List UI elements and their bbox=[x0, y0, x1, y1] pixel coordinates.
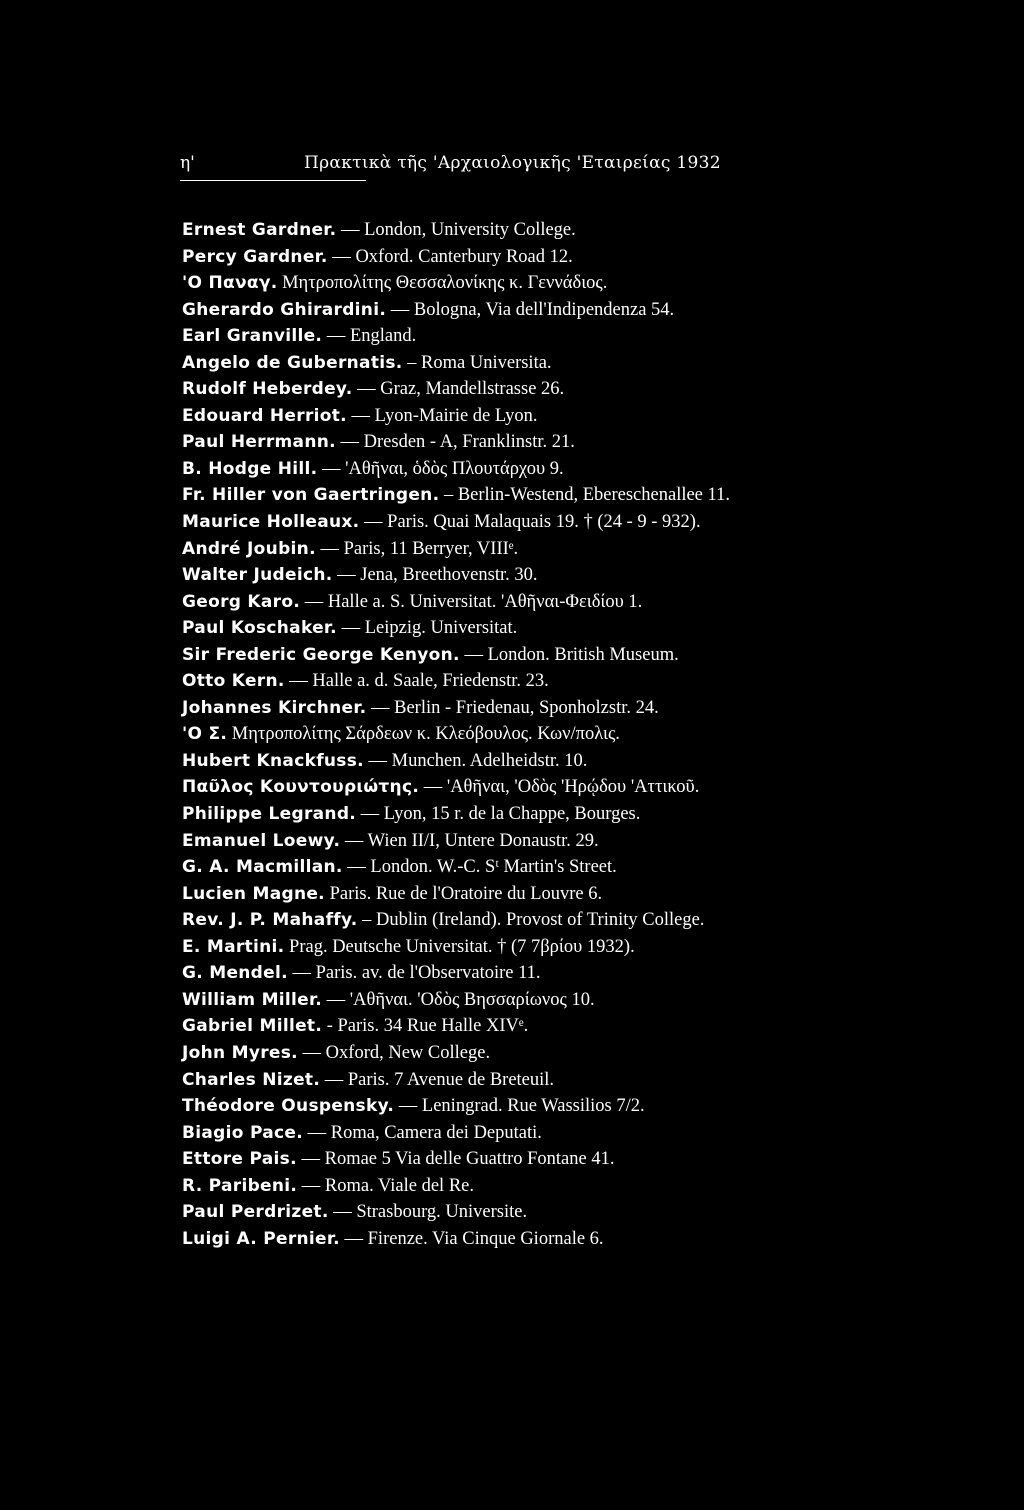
list-item bbox=[182, 376, 942, 403]
member-address: Prag. Deutsche Universitat. † (7 7βρίου 1932). bbox=[284, 936, 635, 957]
member-name: Rudolf Heberdey. bbox=[182, 379, 353, 400]
list-item bbox=[182, 509, 942, 536]
member-name: Charles Nizet. bbox=[182, 1069, 321, 1090]
list-item bbox=[182, 668, 942, 695]
member-name: Lucien Magne. bbox=[182, 883, 325, 904]
member-name: G. A. Macmillan. bbox=[182, 857, 343, 878]
list-item bbox=[182, 828, 942, 855]
member-name: G. Mendel. bbox=[182, 963, 288, 984]
member-name: Edouard Herriot. bbox=[182, 405, 347, 426]
member-address: — Firenze. Via Cinque Giornale 6. bbox=[339, 1228, 604, 1249]
member-name: Maurice Holleaux. bbox=[182, 512, 360, 533]
member-name: Théodore Ouspensky. bbox=[182, 1096, 395, 1117]
list-item bbox=[182, 987, 942, 1014]
member-name: Biagio Pace. bbox=[182, 1122, 303, 1143]
member-address: — Leningrad. Rue Wassilios 7/2. bbox=[394, 1096, 645, 1117]
member-name: Georg Karo. bbox=[182, 591, 301, 612]
list-item bbox=[182, 456, 942, 483]
member-address: — London. W.-C. Sᵗ Martin's Street. bbox=[342, 857, 617, 878]
member-name: B. Hodge Hill. bbox=[182, 458, 318, 479]
member-name: R. Paribeni. bbox=[182, 1175, 298, 1196]
member-name: Ettore Pais. bbox=[182, 1149, 297, 1170]
page-header bbox=[180, 153, 760, 183]
list-item bbox=[182, 297, 942, 324]
member-address: — England. bbox=[322, 326, 417, 347]
member-name: Emanuel Loewy. bbox=[182, 830, 341, 851]
member-address: — Bologna, Via dell'Indipendenza 54. bbox=[386, 299, 675, 320]
member-address: — Lyon-Mairie de Lyon. bbox=[346, 405, 538, 426]
member-name: Sir Frederic George Kenyon. bbox=[182, 644, 460, 665]
member-address: — London. British Museum. bbox=[459, 644, 679, 665]
member-name: Fr. Hiller von Gaertringen. bbox=[182, 485, 440, 506]
member-name: Gherardo Ghirardini. bbox=[182, 299, 387, 320]
running-title: Πρακτικὰ τῆς 'Αρχαιολογικῆς 'Εταιρείας 1932 bbox=[304, 153, 721, 173]
list-item bbox=[182, 482, 942, 509]
list-item bbox=[182, 270, 942, 297]
member-address: — Oxford, New College. bbox=[297, 1042, 491, 1063]
list-item bbox=[182, 1013, 942, 1040]
page-number: η' bbox=[180, 153, 195, 173]
list-item bbox=[182, 1040, 942, 1067]
list-item bbox=[182, 801, 942, 828]
list-item bbox=[182, 615, 942, 642]
member-name: Angelo de Gubernatis. bbox=[182, 352, 403, 373]
member-address: — Graz, Mandellstrasse 26. bbox=[352, 379, 565, 400]
member-address: — Lyon, 15 r. de la Chappe, Bourges. bbox=[356, 804, 641, 825]
member-address: — Roma, Camera dei Deputati. bbox=[303, 1122, 542, 1143]
member-name: 'Ο Σ. bbox=[182, 724, 228, 745]
member-name: André Joubin. bbox=[182, 538, 316, 559]
member-address: Μητροπολίτης Θεσσαλονίκης κ. Γεννάδιος. bbox=[277, 273, 608, 294]
list-item bbox=[182, 403, 942, 430]
list-item bbox=[182, 854, 942, 881]
member-address: – Dublin (Ireland). Provost of Trinity College. bbox=[357, 910, 705, 931]
list-item bbox=[182, 217, 942, 244]
member-address: – Berlin-Westend, Ebereschenallee 11. bbox=[439, 485, 730, 506]
member-address: — Halle a. S. Universitat. 'Αθῆναι-Φειδίου 1. bbox=[300, 591, 643, 612]
member-name: Paul Perdrizet. bbox=[182, 1202, 329, 1223]
list-item bbox=[182, 1199, 942, 1226]
member-address: — Wien II/I, Untere Donaustr. 29. bbox=[340, 830, 599, 851]
member-name: Gabriel Millet. bbox=[182, 1016, 323, 1037]
list-item bbox=[182, 1173, 942, 1200]
member-name: Hubert Knackfuss. bbox=[182, 750, 364, 771]
member-address: — Jena, Breethovenstr. 30. bbox=[332, 565, 538, 586]
member-address: — Romae 5 Via delle Guattro Fontane 41. bbox=[296, 1149, 615, 1170]
list-item bbox=[182, 323, 942, 350]
list-item bbox=[182, 748, 942, 775]
list-item bbox=[182, 350, 942, 377]
member-address: - Paris. 34 Rue Halle XIVᵉ. bbox=[322, 1016, 529, 1037]
member-name: Παῦλος Κουντουριώτης. bbox=[182, 777, 420, 798]
member-name: William Miller. bbox=[182, 989, 323, 1010]
member-name: Walter Judeich. bbox=[182, 565, 333, 586]
member-address: — Roma. Viale del Re. bbox=[297, 1175, 474, 1196]
list-item bbox=[182, 642, 942, 669]
list-item bbox=[182, 589, 942, 616]
list-item bbox=[182, 244, 942, 271]
list-item bbox=[182, 429, 942, 456]
list-item bbox=[182, 695, 942, 722]
member-address: — Paris, 11 Berryer, VIIIᵉ. bbox=[315, 538, 519, 559]
member-address: — Halle a. d. Saale, Friedenstr. 23. bbox=[284, 671, 549, 692]
list-item bbox=[182, 960, 942, 987]
list-item bbox=[182, 721, 942, 748]
list-item bbox=[182, 1067, 942, 1094]
member-address: — Munchen. Adelheidstr. 10. bbox=[363, 750, 588, 771]
member-name: Johannes Kirchner. bbox=[182, 697, 367, 718]
member-address: — Dresden - A, Franklinstr. 21. bbox=[335, 432, 575, 453]
list-item bbox=[182, 1120, 942, 1147]
header-rule bbox=[180, 180, 366, 181]
member-name: Ernest Gardner. bbox=[182, 220, 337, 240]
member-name: Earl Granville. bbox=[182, 326, 323, 347]
member-name: E. Martini. bbox=[182, 936, 285, 957]
member-name: Luigi A. Pernier. bbox=[182, 1228, 340, 1249]
member-name: Philippe Legrand. bbox=[182, 804, 357, 825]
member-name: Rev. J. P. Mahaffy. bbox=[182, 910, 358, 931]
member-name: John Myres. bbox=[182, 1042, 298, 1063]
member-address: — 'Αθῆναι. 'Οδὸς Βησσαρίωνος 10. bbox=[322, 989, 595, 1010]
list-item bbox=[182, 536, 942, 563]
member-address: – Roma Universita. bbox=[402, 352, 552, 373]
list-item bbox=[182, 1093, 942, 1120]
member-address: — Berlin - Friedenau, Sponholzstr. 24. bbox=[366, 697, 659, 718]
member-address: — Leipzig. Universitat. bbox=[336, 618, 518, 639]
member-address: Paris. Rue de l'Oratoire du Louvre 6. bbox=[324, 883, 603, 904]
member-name: Paul Herrmann. bbox=[182, 432, 336, 453]
member-name: Paul Koschaker. bbox=[182, 618, 337, 639]
member-address: — 'Αθῆναι, ὁδὸς Πλουτάρχου 9. bbox=[317, 458, 564, 479]
member-name: Otto Kern. bbox=[182, 671, 285, 692]
list-item bbox=[182, 907, 942, 934]
member-address: — Paris. Quai Malaquais 19. † (24 - 9 - 932). bbox=[359, 512, 701, 533]
list-item bbox=[182, 562, 942, 589]
member-address: — Strasbourg. Universite. bbox=[328, 1202, 528, 1223]
member-address: — Paris. 7 Avenue de Breteuil. bbox=[320, 1069, 555, 1090]
list-item bbox=[182, 934, 942, 961]
list-item bbox=[182, 1146, 942, 1173]
member-address: — Oxford. Canterbury Road 12. bbox=[327, 246, 573, 267]
member-address: Μητροπολίτης Σάρδεων κ. Κλεόβουλος. Κων/πολις. bbox=[227, 724, 620, 745]
member-address: — London, University College. bbox=[336, 220, 576, 240]
member-address: — Paris. av. de l'Observatoire 11. bbox=[287, 963, 541, 984]
list-item bbox=[182, 1226, 942, 1253]
list-item bbox=[182, 881, 942, 908]
member-address: — 'Αθῆναι, 'Οδὸς 'Ηρῴδου 'Αττικοῦ. bbox=[419, 777, 700, 798]
list-item bbox=[182, 774, 942, 801]
member-name: Percy Gardner. bbox=[182, 246, 328, 267]
member-list bbox=[182, 217, 942, 1252]
member-name: 'Ο Παναγ. bbox=[182, 273, 278, 294]
